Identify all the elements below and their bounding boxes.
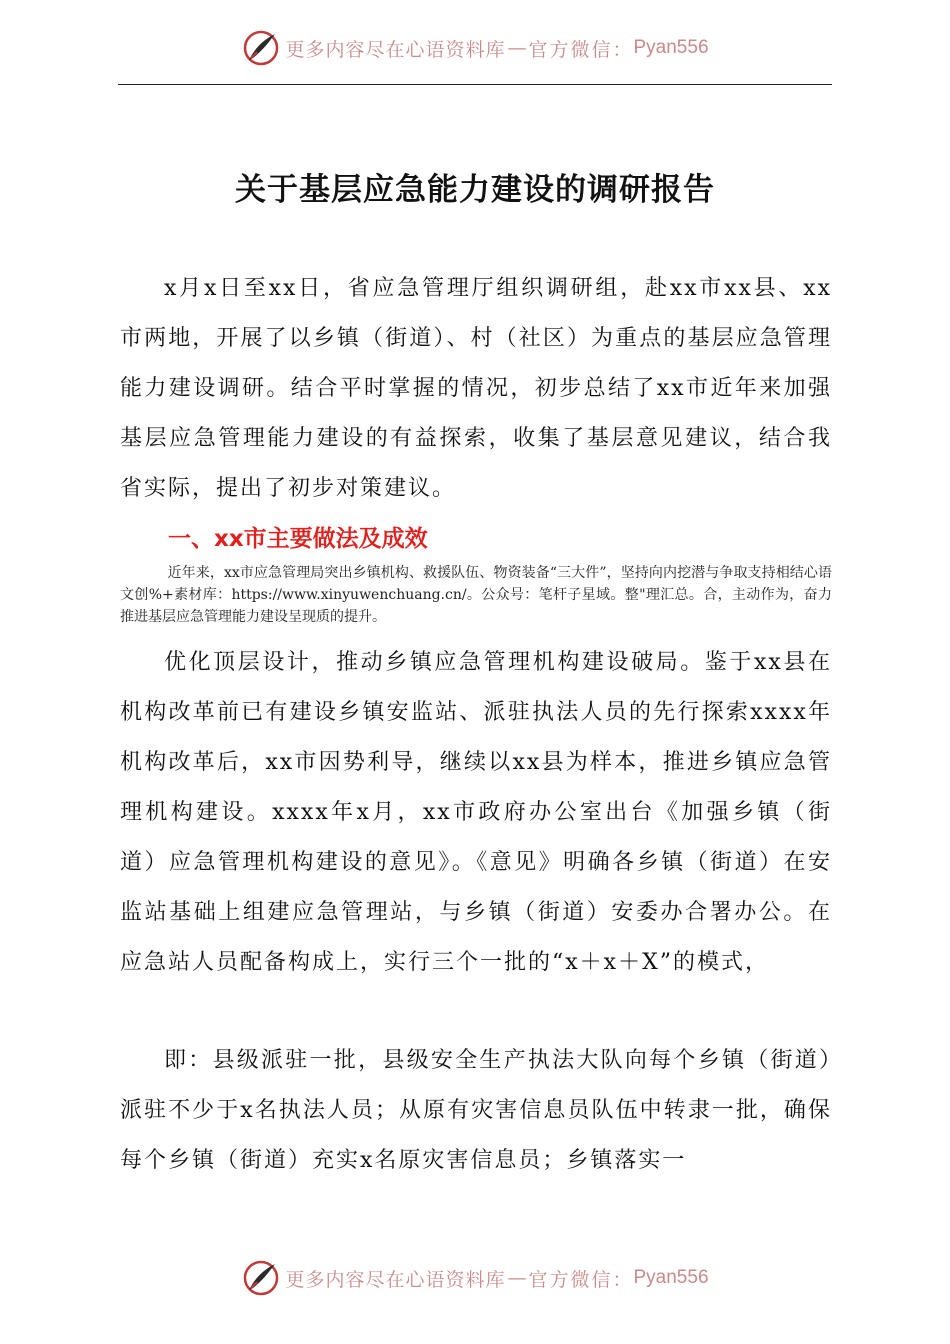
footer-watermark xyxy=(0,1258,950,1298)
watermark-brand: 更多内容尽在心语资料库 xyxy=(285,1268,506,1291)
body-paragraph-3: 即：县级派驻一批，县级安全生产执法大队向每个乡镇（街道）派驻不少于x名执法人员；从原有灾害信息员队伍中转隶一批，确保每个乡镇（街道）充实x名原灾害信息员；乡镇落实一 xyxy=(120,1048,832,1173)
intro-paragraph: x月x日至xx日，省应急管理厅组织调研组，赴xx市xx县、xx市两地，开展了以乡镇（街道）、村（社区）为重点的基层应急管理能力建设调研。结合平时掌握的情况，初步总结了xx市近年来加强基层应急管理能力建设的有益探索，收集了基层意见建议，结合我省实际，提出了初步对策建议。 xyxy=(120,276,832,501)
pen-logo-icon xyxy=(241,1258,281,1298)
section-1-summary: 近年来，xx市应急管理局突出乡镇机构、救援队伍、物资装备“三大件”，坚持向内挖潜与争取支持相结心语文创%+素材库：https://www.xinyuwenchuang.cn/。公众号：笔杆子星域。整"理汇总。合，主动作为，奋力推进基层应急管理能力建设呈现质的提升。 xyxy=(120,565,832,625)
watermark-brand: 更多内容尽在心语资料库 xyxy=(285,38,506,61)
body-paragraph-2: 优化顶层设计，推动乡镇应急管理机构建设破局。鉴于xx县在机构改革前已有建设乡镇安监站、派驻执法人员的先行探索xxxx年机构改革后，xx市因势利导，继续以xx县为样本，推进乡镇应急管理机构建设。xxxx年x月，xx市政府办公室出台《加强乡镇（街道）应急管理机构建设的意见》。《意见》明确各乡镇（街道）在安监站基础上组建应急管理站，与乡镇（街道）安委办合署办公。在应急站人员配备构成上，实行三个一批的“x＋x＋X”的模式， xyxy=(120,650,832,975)
watermark-wechat-label: 官方微信： xyxy=(528,38,634,61)
watermark-wechat-label: 官方微信： xyxy=(528,1268,634,1291)
watermark-dash: — xyxy=(507,37,527,59)
section-1-heading: 一、xx市主要做法及成效 xyxy=(168,526,428,552)
header-divider xyxy=(118,84,832,85)
pen-logo-icon xyxy=(241,28,281,68)
document-title: 关于基层应急能力建设的调研报告 xyxy=(235,172,715,208)
watermark-wechat-id: Pyan556 xyxy=(633,1267,709,1288)
watermark-dash: — xyxy=(507,1267,527,1289)
watermark-wechat-id: Pyan556 xyxy=(633,37,709,58)
header-watermark xyxy=(0,28,950,68)
